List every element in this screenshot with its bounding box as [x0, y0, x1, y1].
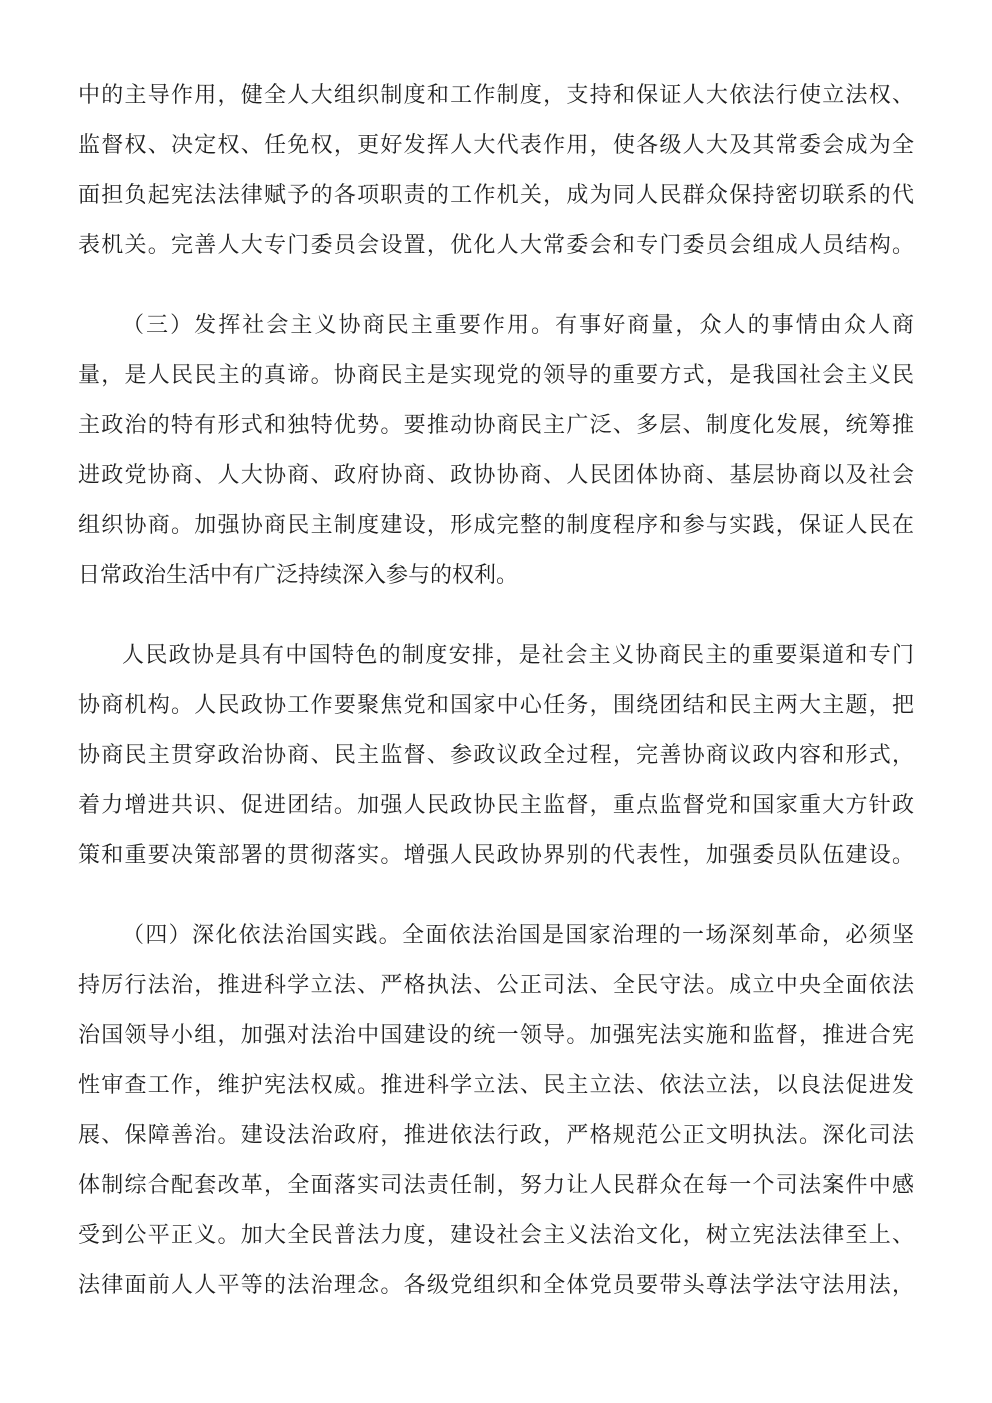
text-line: 协商民主贯穿政治协商、民主监督、参政议政全过程，完善协商议政内容和形式，: [78, 743, 914, 768]
text-line: 日常政治生活中有广泛持续深入参与的权利。: [78, 563, 519, 588]
text-line: 体制综合配套改革，全面落实司法责任制，努力让人民群众在每一个司法案件中感: [78, 1173, 914, 1198]
text-line: 治国领导小组，加强对法治中国建设的统一领导。加强宪法实施和监督，推进合宪: [78, 1023, 914, 1048]
section-heading-line: （三）发挥社会主义协商民主重要作用。有事好商量，众人的事情由众人商: [122, 313, 914, 338]
text-line: 量，是人民民主的真谛。协商民主是实现党的领导的重要方式，是我国社会主义民: [78, 363, 914, 388]
text-line: 法律面前人人平等的法治理念。各级党组织和全体党员要带头尊法学法守法用法，: [78, 1273, 914, 1298]
text-line: 中的主导作用，健全人大组织制度和工作制度，支持和保证人大依法行使立法权、: [78, 83, 914, 108]
text-line: 人民政协是具有中国特色的制度安排，是社会主义协商民主的重要渠道和专门: [122, 643, 914, 668]
text-line: 进政党协商、人大协商、政府协商、政协协商、人民团体协商、基层协商以及社会: [78, 463, 914, 488]
text-line: 组织协商。加强协商民主制度建设，形成完整的制度程序和参与实践，保证人民在: [78, 513, 914, 538]
text-line: 面担负起宪法法律赋予的各项职责的工作机关，成为同人民群众保持密切联系的代: [78, 183, 914, 208]
text-line: 协商机构。人民政协工作要聚焦党和国家中心任务，围绕团结和民主两大主题，把: [78, 693, 914, 718]
section-heading-line: （四）深化依法治国实践。全面依法治国是国家治理的一场深刻革命，必须坚: [122, 923, 914, 948]
text-line: 受到公平正义。加大全民普法力度，建设社会主义法治文化，树立宪法法律至上、: [78, 1223, 914, 1248]
text-line: 表机关。完善人大专门委员会设置，优化人大常委会和专门委员会组成人员结构。: [78, 233, 914, 258]
text-line: 主政治的特有形式和独特优势。要推动协商民主广泛、多层、制度化发展，统筹推: [78, 413, 914, 438]
text-line: 展、保障善治。建设法治政府，推进依法行政，严格规范公正文明执法。深化司法: [78, 1123, 914, 1148]
text-line: 策和重要决策部署的贯彻落实。增强人民政协界别的代表性，加强委员队伍建设。: [78, 843, 914, 868]
text-line: 着力增进共识、促进团结。加强人民政协民主监督，重点监督党和国家重大方针政: [78, 793, 914, 818]
text-line: 持厉行法治，推进科学立法、严格执法、公正司法、全民守法。成立中央全面依法: [78, 973, 914, 998]
text-line: 监督权、决定权、任免权，更好发挥人大代表作用，使各级人大及其常委会成为全: [78, 133, 914, 158]
text-line: 性审查工作，维护宪法权威。推进科学立法、民主立法、依法立法，以良法促进发: [78, 1073, 914, 1098]
